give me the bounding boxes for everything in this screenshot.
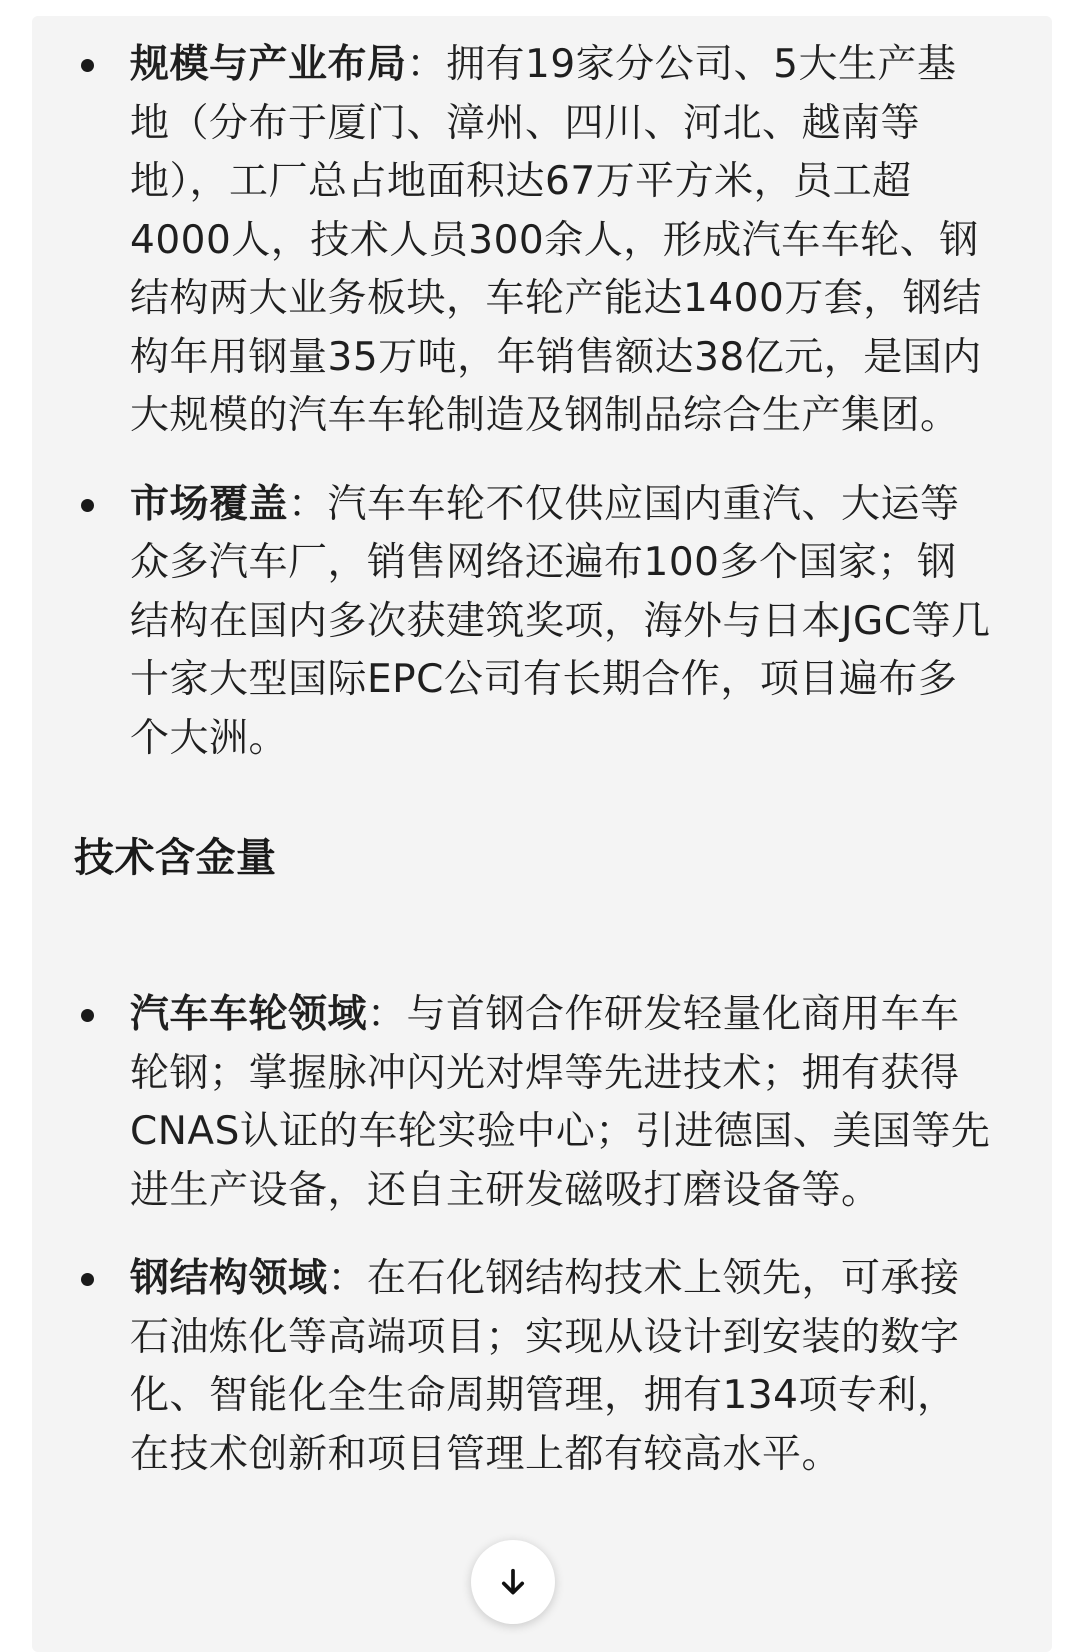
item-body: 汽车车轮不仅供应国内重汽、大运等众多汽车厂，销售网络还遍布100多个国家；钢结构在国内多次获建筑奖项，海外与日本JGC等几十家大型国际EPC公司有长期合作，项目遍布多个大洲。: [130, 481, 991, 761]
bullet-list-technology: [32, 986, 1052, 1484]
list-item: [32, 1250, 1052, 1484]
list-item: [32, 986, 1052, 1220]
item-body: 与首钢合作研发轻量化商用车车轮钢；掌握脉冲闪光对焊等先进技术；拥有获得CNAS认证的车轮实验中心；引进德国、美国等先进生产设备，还自主研发磁吸打磨设备等。: [130, 992, 991, 1213]
item-separator: ：: [288, 481, 328, 527]
section-heading: 技术含金量: [74, 835, 277, 881]
scroll-to-bottom-button[interactable]: [471, 1540, 555, 1624]
item-title: 钢结构领域: [130, 1256, 328, 1301]
item-title: 汽车车轮领域: [130, 992, 368, 1037]
item-body: 拥有19家分公司、5大生产基地（分布于厦门、漳州、四川、河北、越南等地），工厂总占地面积达67万平方米，员工超4000人，技术人员300余人，形成汽车车轮、钢结构两大业务板块，车轮产能达1400万套，钢结构年用钢量35万吨，年销售额达38亿元，是国内大规模的汽车车轮制造及钢制品综合生产集团。: [130, 42, 982, 438]
item-separator: ：: [406, 42, 447, 87]
bullet-dot: [81, 499, 94, 512]
item-separator: ：: [327, 1256, 368, 1301]
arrow-down-icon: [496, 1565, 530, 1599]
list-item: [32, 476, 1052, 769]
answer-card: [32, 16, 1052, 1652]
item-title: 规模与产业布局: [130, 42, 407, 87]
bullet-dot: [81, 59, 94, 72]
item-title: 市场覆盖: [130, 481, 289, 527]
bullet-dot: [81, 1009, 94, 1022]
item-body: 在石化钢结构技术上领先，可承接石油炼化等高端项目；实现从设计到安装的数字化、智能化全生命周期管理，拥有134项专利，在技术创新和项目管理上都有较高水平。: [130, 1256, 960, 1477]
bullet-list-company-scale: [32, 36, 1052, 768]
bullet-dot: [81, 1273, 94, 1286]
list-item: [32, 36, 1052, 446]
item-separator: ：: [367, 992, 407, 1037]
